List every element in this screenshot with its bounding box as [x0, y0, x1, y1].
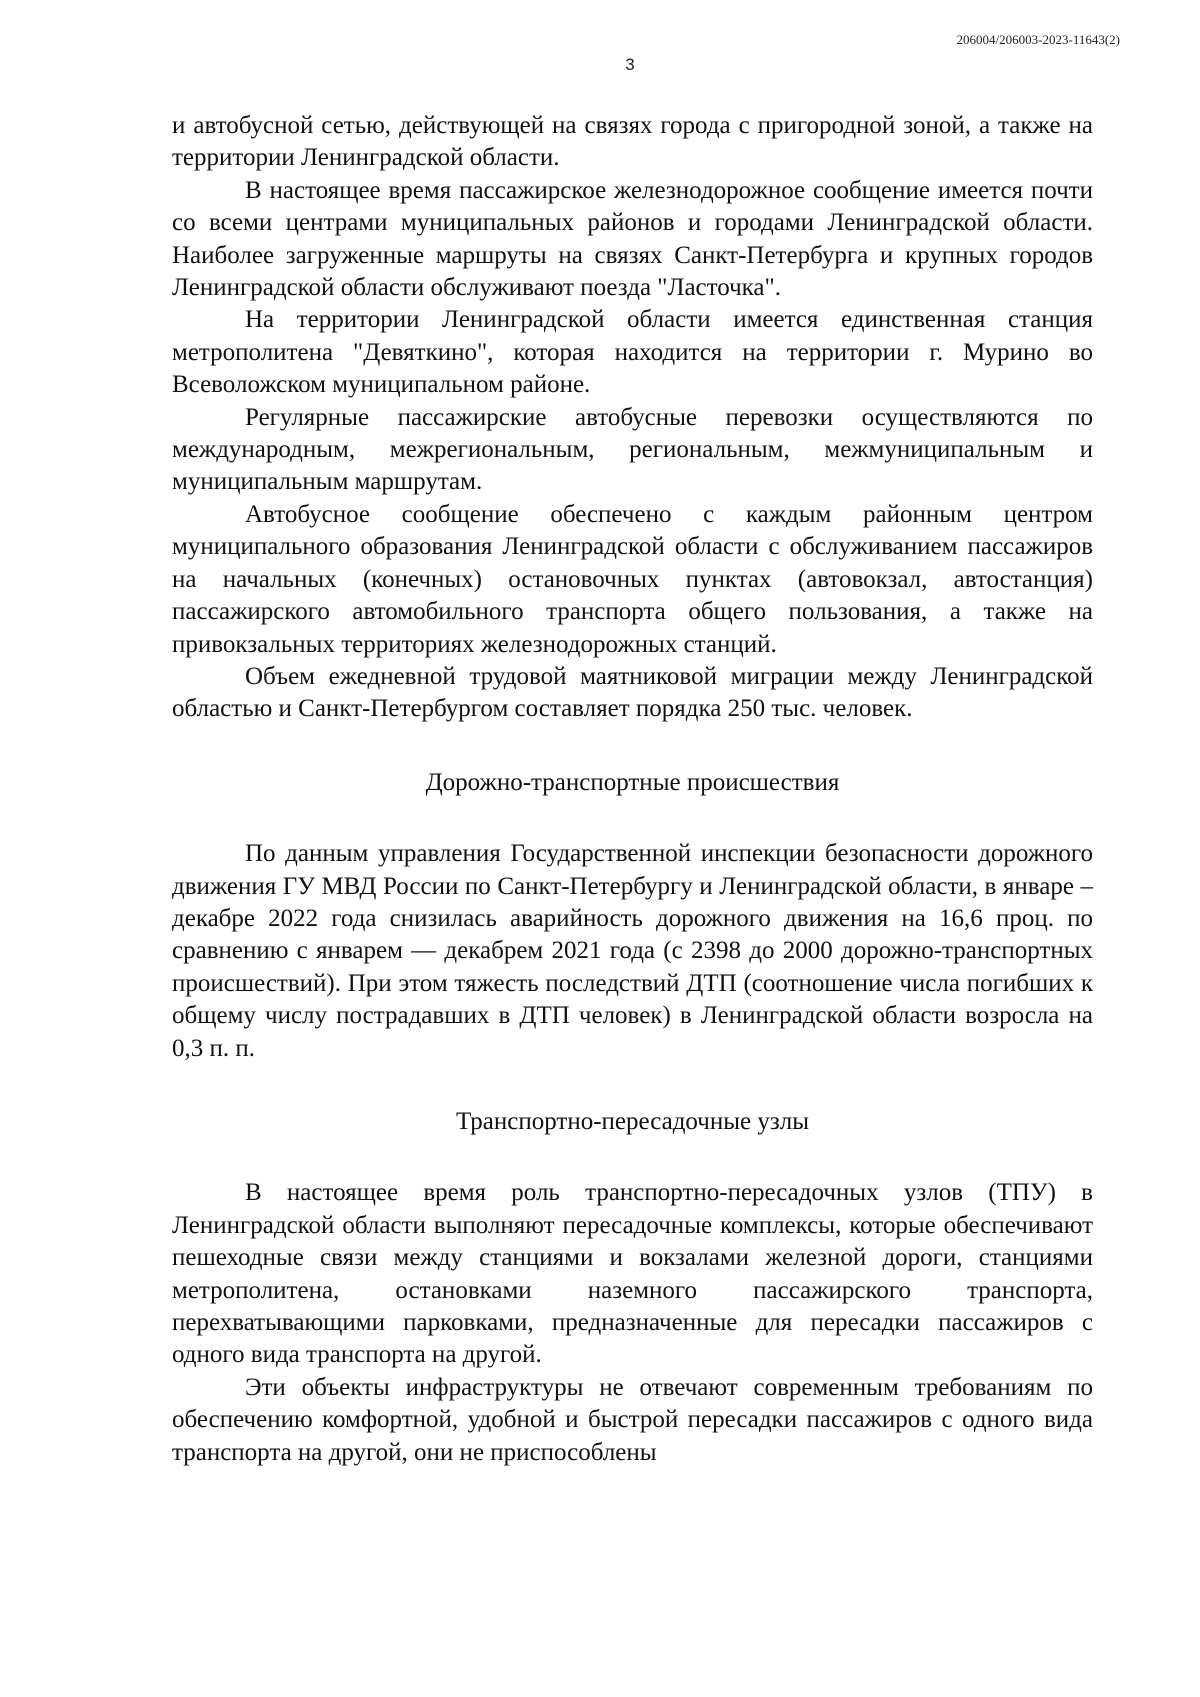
paragraph-bus-service: Автобусное сообщение обеспечено с каждым районным центром муниципального образования Ленинградской области с обслуживанием пассажиров на начальных (конечных) остановочных пунктах (автовокзал, автостанция) пассажирского автомобильного транспорта общего пользования, а также на привокзальных территориях железнодорожных станций. — [172, 500, 1093, 658]
section-heading-hubs: Транспортно-пересадочные узлы — [455, 1107, 810, 1135]
paragraph-metro: На территории Ленинградской области имеется единственная станция метрополитена "Девяткино", которая находится на территории г. Мурино во Всеволожском муниципальном районе. — [172, 306, 1093, 399]
paragraph-hubs-role: В настоящее время роль транспортно-пересадочных узлов (ТПУ) в Ленинградской области выполняют пересадочные комплексы, которые обеспечивают пешеходные связи между станциями и вокзалами железной дороги, станциями метрополитена, остановками наземного пассажирского транспорта, перехватывающими парковками, предназначенные для пересадки пассажиров с одного вида транспорта на другой. — [172, 1179, 1093, 1369]
section-spacer — [172, 1065, 1093, 1106]
page-number: 3 — [625, 55, 635, 74]
section-spacer — [172, 1138, 1093, 1177]
section-spacer — [172, 726, 1093, 767]
paragraph-hubs-requirements: Эти объекты инфраструктуры не отвечают современным требованиям по обеспечению комфортной, удобной и быстрой пересадки пассажиров с одного вида транспорта на другой, они не приспособлены — [172, 1373, 1093, 1466]
paragraph-bus-routes: Регулярные пассажирские автобусные перевозки осуществляются по международным, межрегиональным, региональным, межмуниципальным и муниципальным маршрутам. — [172, 403, 1093, 496]
paragraph-accidents: По данным управления Государственной инспекции безопасности дорожного движения ГУ МВД России по Санкт-Петербургу и Ленинградской области, в январе – декабре 2022 года снизилась аварийность дорожного движения на 16,6 проц. по сравнению с январем — декабрем 2021 года (с 2398 до 2000 дорожно-транспортных происшествий). При этом тяжесть последствий ДТП (соотношение числа погибших к общему числу пострадавших в ДТП человек) в Ленинградской области возросла на 0,3 п. п. — [172, 840, 1093, 1062]
section-heading-accidents: Дорожно-транспортные происшествия — [425, 768, 840, 796]
paragraph-rail: В настоящее время пассажирское железнодорожное сообщение имеется почти со всеми центрами муниципальных районов и городами Ленинградской области. Наиболее загруженные маршруты на связях Санкт-Петербурга и крупных городов Ленинградской области обслуживают поезда "Ласточка". — [172, 176, 1093, 302]
document-body — [172, 110, 1093, 1469]
section-spacer — [172, 799, 1093, 838]
paragraph-migration: Объем ежедневной трудовой маятниковой миграции между Ленинградской областью и Санкт-Петербургом составляет порядка 250 тыс. человек. — [172, 662, 1093, 723]
paragraph-bus-network: и автобусной сетью, действующей на связях города с пригородной зоной, а также на территории Ленинградской области. — [172, 112, 1093, 172]
document-id: 206004/206003-2023-11643(2) — [956, 32, 1120, 47]
